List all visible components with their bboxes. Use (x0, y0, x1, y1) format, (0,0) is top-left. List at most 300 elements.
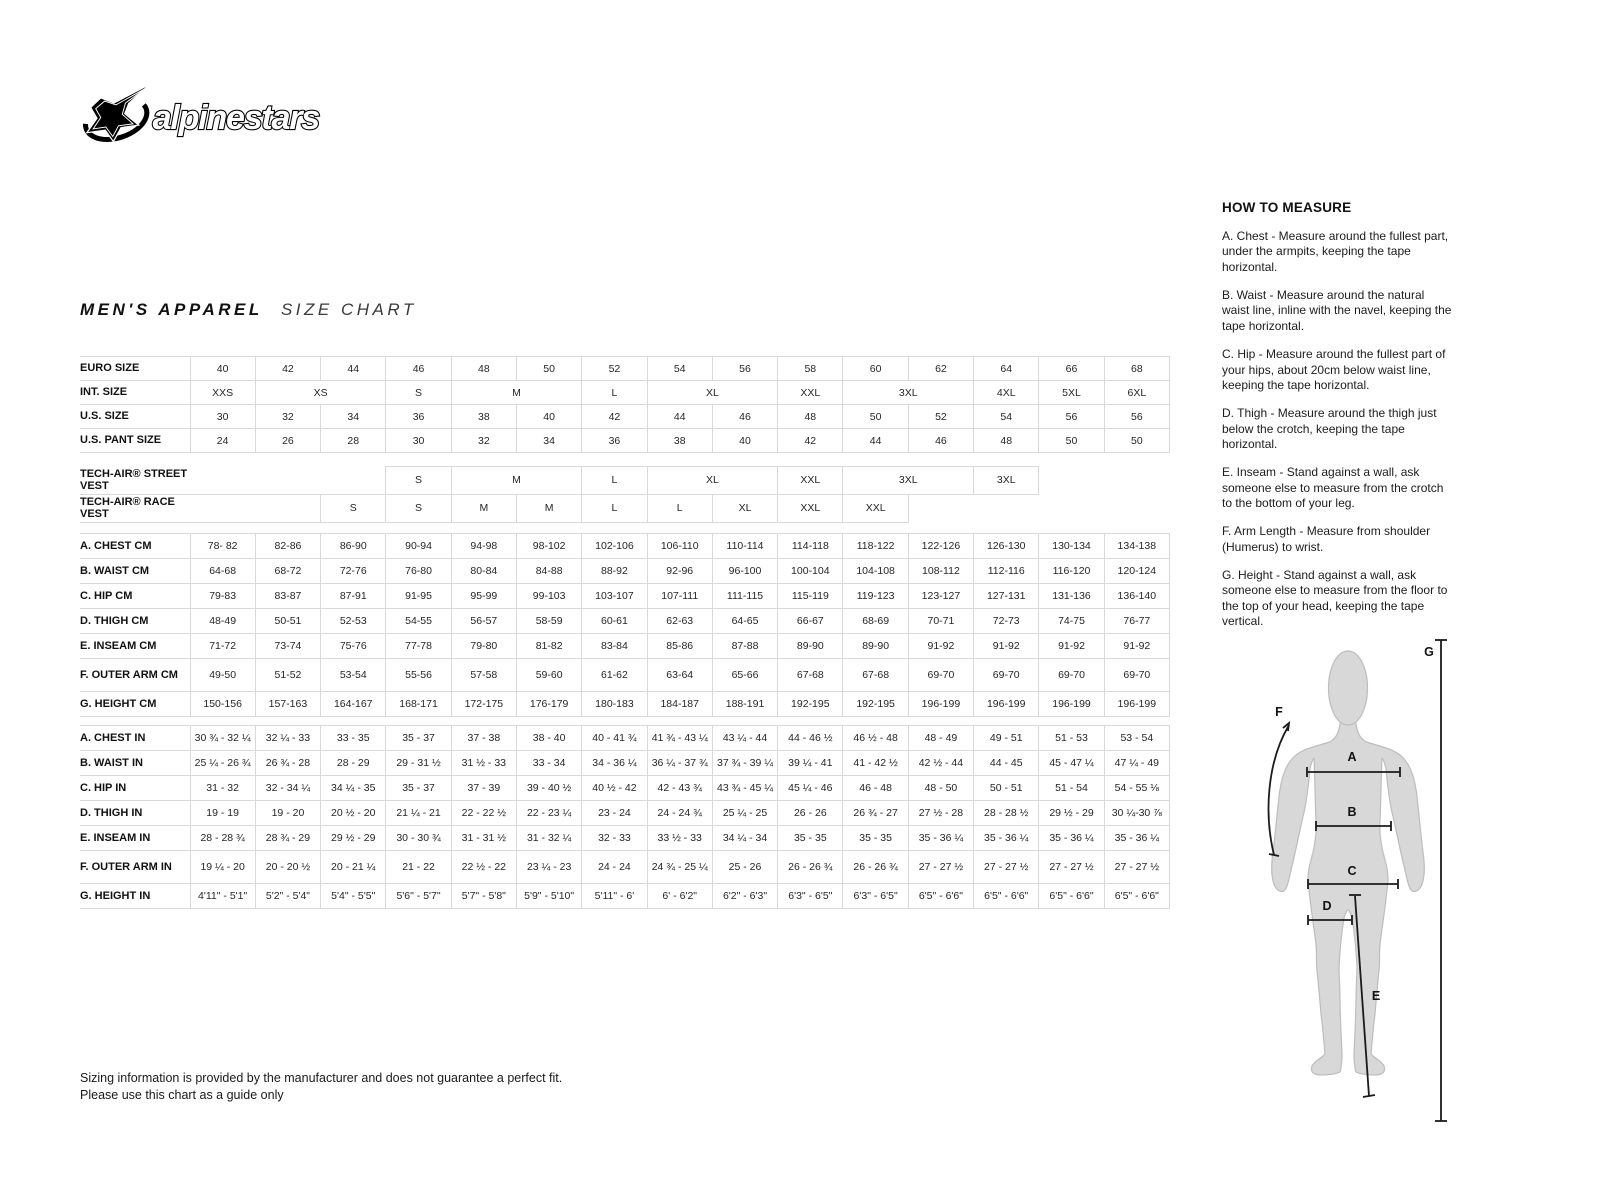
size-cell: 85-86 (647, 634, 712, 659)
size-cell: 50 (516, 357, 581, 381)
size-cell: 30 - 30 ¾ (386, 826, 451, 851)
page-title (80, 300, 417, 320)
size-cell: 176-179 (516, 692, 581, 717)
size-cell: 32 ¼ - 33 (255, 726, 320, 751)
size-cell: 123-127 (908, 584, 973, 609)
size-cell: 131-136 (1039, 584, 1104, 609)
size-cell: 79-80 (451, 634, 516, 659)
size-cell: 6'5" - 6'6" (1039, 884, 1104, 909)
row-label: G. HEIGHT CM (80, 692, 190, 717)
size-cell (190, 467, 386, 495)
height-measure-line (1435, 640, 1447, 1121)
size-cell: 196-199 (974, 692, 1039, 717)
size-cell: 184-187 (647, 692, 712, 717)
row-label: EURO SIZE (80, 357, 190, 381)
size-cell (908, 494, 1169, 522)
size-cell: 35 - 37 (386, 726, 451, 751)
size-cell: 33 - 34 (516, 751, 581, 776)
size-cell: 48-49 (190, 609, 255, 634)
size-cell: 62 (908, 357, 973, 381)
size-cell: 54 (647, 357, 712, 381)
size-cell: S (386, 381, 451, 405)
measure-instruction: B. Waist - Measure around the natural waist line, inline with the navel, keeping the tape horizontal. (1222, 288, 1452, 333)
size-cell: 23 ¼ - 23 (516, 851, 581, 884)
size-cell: 31 - 31 ½ (451, 826, 516, 851)
size-cell: 48 - 50 (908, 776, 973, 801)
size-cell: 27 ½ - 28 (908, 801, 973, 826)
size-cell: 196-199 (908, 692, 973, 717)
size-cell: 58-59 (516, 609, 581, 634)
size-cell: 27 - 27 ½ (908, 851, 973, 884)
measure-instruction: E. Inseam - Stand against a wall, ask someone else to measure from the crotch to the bottom of your leg. (1222, 465, 1444, 511)
size-cell: 41 ¾ - 43 ¼ (647, 726, 712, 751)
size-cell: 28 - 28 ½ (974, 801, 1039, 826)
size-cell: M (451, 494, 516, 522)
size-cell: 34 (321, 405, 386, 429)
size-cell: 122-126 (908, 534, 973, 559)
size-cell: 46 ½ - 48 (843, 726, 908, 751)
size-cell: 51 - 54 (1039, 776, 1104, 801)
size-cell: 61-62 (582, 659, 647, 692)
page-title-primary: MEN'S APPAREL (80, 300, 263, 319)
size-cell: 126-130 (974, 534, 1039, 559)
size-cell: 54-55 (386, 609, 451, 634)
size-cell: 57-58 (451, 659, 516, 692)
size-cell: 6'3" - 6'5" (843, 884, 908, 909)
size-cell: 67-68 (778, 659, 843, 692)
size-cell: 53-54 (321, 659, 386, 692)
size-cell: 5'4" - 5'5" (321, 884, 386, 909)
size-cell: 24 ¾ - 25 ¼ (647, 851, 712, 884)
how-to-measure-title: HOW TO MEASURE (1222, 200, 1352, 215)
size-cell: 95-99 (451, 584, 516, 609)
measure-instruction: C. Hip - Measure around the fullest part of your hips, about 20cm below waist line, keeping the tape horizontal. (1222, 347, 1446, 392)
size-cell: 19 ¼ - 20 (190, 851, 255, 884)
size-cell: 35 - 36 ¼ (908, 826, 973, 851)
size-cell: 96-100 (712, 559, 777, 584)
size-cell: 75-76 (321, 634, 386, 659)
size-cell: 66-67 (778, 609, 843, 634)
size-cell: 40 (712, 429, 777, 453)
alpinestars-star-icon (86, 84, 151, 142)
size-cell: 26 ¾ - 27 (843, 801, 908, 826)
size-cell: 39 - 40 ½ (516, 776, 581, 801)
size-cell: XXL (843, 494, 908, 522)
size-cell: 31 - 32 ¼ (516, 826, 581, 851)
size-cell: 104-108 (843, 559, 908, 584)
figure-label-chest: A (1347, 750, 1357, 764)
size-cell: 67-68 (843, 659, 908, 692)
size-cell: 30 (386, 429, 451, 453)
size-cell: 168-171 (386, 692, 451, 717)
size-cell: 82-86 (255, 534, 320, 559)
size-cell: 84-88 (516, 559, 581, 584)
size-cell: S (321, 494, 386, 522)
size-cell: 111-115 (712, 584, 777, 609)
size-cell: L (582, 494, 647, 522)
size-cell: 87-88 (712, 634, 777, 659)
size-cell: 3XL (843, 467, 974, 495)
size-cell: 49 - 51 (974, 726, 1039, 751)
size-table-grid (80, 356, 1170, 909)
size-cell: 21 - 22 (386, 851, 451, 884)
size-cell: 42 (255, 357, 320, 381)
size-cell: 55-56 (386, 659, 451, 692)
size-cell: 36 ¼ - 37 ¾ (647, 751, 712, 776)
size-cell: 58 (778, 357, 843, 381)
size-cell: 118-122 (843, 534, 908, 559)
measure-instruction: F. Arm Length - Measure from shoulder (Humerus) to wrist. (1222, 524, 1431, 554)
size-cell: 119-123 (843, 584, 908, 609)
size-cell: 116-120 (1039, 559, 1104, 584)
figure-label-arm: F (1275, 705, 1283, 719)
size-cell: 51 - 53 (1039, 726, 1104, 751)
size-cell: 45 ¼ - 46 (778, 776, 843, 801)
size-cell: 73-74 (255, 634, 320, 659)
size-cell: 31 - 32 (190, 776, 255, 801)
figure-label-hip: C (1347, 864, 1357, 878)
size-cell: 29 - 31 ½ (386, 751, 451, 776)
size-cell: 5'9" - 5'10" (516, 884, 581, 909)
row-label: E. INSEAM CM (80, 634, 190, 659)
size-cell: 25 ¼ - 26 ¾ (190, 751, 255, 776)
size-cell: 157-163 (255, 692, 320, 717)
size-cell: 44 (843, 429, 908, 453)
size-cell: 102-106 (582, 534, 647, 559)
table-spacer (80, 523, 1170, 534)
table-spacer (80, 717, 1170, 726)
size-cell: 91-95 (386, 584, 451, 609)
size-cell: 28 (321, 429, 386, 453)
size-cell: 42 (778, 429, 843, 453)
size-cell: M (451, 381, 582, 405)
size-cell: 37 - 39 (451, 776, 516, 801)
alpinestars-wordmark: alpinestars (152, 98, 320, 137)
size-cell: 50 (843, 405, 908, 429)
size-cell: 27 - 27 ½ (1104, 851, 1169, 884)
row-label: B. WAIST CM (80, 559, 190, 584)
size-cell: 5'6" - 5'7" (386, 884, 451, 909)
size-cell: 43 ¾ - 45 ¼ (712, 776, 777, 801)
size-cell: 37 ¾ - 39 ¼ (712, 751, 777, 776)
size-cell: 164-167 (321, 692, 386, 717)
size-cell: 36 (582, 429, 647, 453)
size-cell: XL (712, 494, 777, 522)
size-cell: 35 - 37 (386, 776, 451, 801)
row-label: C. HIP CM (80, 584, 190, 609)
size-cell: 127-131 (974, 584, 1039, 609)
size-cell: 60-61 (582, 609, 647, 634)
size-cell: 56 (1104, 405, 1169, 429)
size-cell: 76-77 (1104, 609, 1169, 634)
row-label: A. CHEST IN (80, 726, 190, 751)
size-cell: 27 - 27 ½ (974, 851, 1039, 884)
size-cell: 28 ¾ - 29 (255, 826, 320, 851)
figure-label-height: G (1424, 645, 1434, 659)
size-cell: 68-69 (843, 609, 908, 634)
size-cell: 39 ¼ - 41 (778, 751, 843, 776)
size-cell: 40 (190, 357, 255, 381)
measure-instruction: A. Chest - Measure around the fullest part, under the armpits, keeping the tape horizontal. (1222, 229, 1449, 274)
size-cell: 72-73 (974, 609, 1039, 634)
size-cell: 69-70 (908, 659, 973, 692)
size-cell: 63-64 (647, 659, 712, 692)
size-cell: 100-104 (778, 559, 843, 584)
size-cell: 136-140 (1104, 584, 1169, 609)
size-cell: 69-70 (974, 659, 1039, 692)
size-cell: L (647, 494, 712, 522)
size-cell: 24 - 24 (582, 851, 647, 884)
size-cell: 68-72 (255, 559, 320, 584)
size-cell: 28 - 28 ¾ (190, 826, 255, 851)
size-cell: XXL (778, 467, 843, 495)
row-label: G. HEIGHT IN (80, 884, 190, 909)
size-cell: 38 (647, 429, 712, 453)
size-cell: 59-60 (516, 659, 581, 692)
size-cell: 48 (974, 429, 1039, 453)
size-cell: 98-102 (516, 534, 581, 559)
size-cell: 33 ½ - 33 (647, 826, 712, 851)
size-cell: 34 - 36 ¼ (582, 751, 647, 776)
size-cell: 40 ½ - 42 (582, 776, 647, 801)
size-cell: 114-118 (778, 534, 843, 559)
size-cell: 120-124 (1104, 559, 1169, 584)
size-cell: 87-91 (321, 584, 386, 609)
size-cell: 24 (190, 429, 255, 453)
size-cell: 54 - 55 ⅛ (1104, 776, 1169, 801)
body-measurement-figure (1228, 618, 1562, 1123)
row-label: C. HIP IN (80, 776, 190, 801)
row-label: TECH-AIR® RACE VEST (80, 494, 190, 522)
size-cell: 72-76 (321, 559, 386, 584)
size-cell: 30 ¼-30 ⅞ (1104, 801, 1169, 826)
size-cell: 41 - 42 ½ (843, 751, 908, 776)
size-cell: 94-98 (451, 534, 516, 559)
row-label: E. INSEAM IN (80, 826, 190, 851)
size-cell: 48 (451, 357, 516, 381)
size-cell: 6'2" - 6'3" (712, 884, 777, 909)
size-cell: 22 - 22 ½ (451, 801, 516, 826)
size-cell: 35 - 35 (843, 826, 908, 851)
size-cell: 51-52 (255, 659, 320, 692)
figure-label-thigh: D (1322, 899, 1332, 913)
size-cell: S (386, 494, 451, 522)
size-cell: 106-110 (647, 534, 712, 559)
size-cell: 196-199 (1039, 692, 1104, 717)
size-cell: XXL (778, 494, 843, 522)
size-cell: 180-183 (582, 692, 647, 717)
size-cell: L (582, 381, 647, 405)
size-cell: 34 (516, 429, 581, 453)
page-title-secondary: SIZE CHART (280, 300, 417, 319)
size-cell: 91-92 (974, 634, 1039, 659)
size-cell: 30 (190, 405, 255, 429)
size-cell: 90-94 (386, 534, 451, 559)
size-cell: 42 (582, 405, 647, 429)
size-cell: XXL (778, 381, 843, 405)
size-cell: 77-78 (386, 634, 451, 659)
size-cell: 42 ½ - 44 (908, 751, 973, 776)
size-cell: 46 (908, 429, 973, 453)
size-cell: 188-191 (712, 692, 777, 717)
size-cell: 134-138 (1104, 534, 1169, 559)
size-cell: 150-156 (190, 692, 255, 717)
size-cell: 76-80 (386, 559, 451, 584)
size-cell: 43 ¼ - 44 (712, 726, 777, 751)
size-cell: 35 - 36 ¼ (974, 826, 1039, 851)
size-cell: 81-82 (516, 634, 581, 659)
size-cell: 25 - 26 (712, 851, 777, 884)
size-cell: XXS (190, 381, 255, 405)
size-cell: 3XL (843, 381, 974, 405)
size-cell: 26 - 26 ¾ (778, 851, 843, 884)
figure-label-waist: B (1347, 805, 1357, 819)
size-cell: 29 ½ - 29 (321, 826, 386, 851)
size-cell: 19 - 20 (255, 801, 320, 826)
size-cell: 6'3" - 6'5" (778, 884, 843, 909)
size-cell: 91-92 (1104, 634, 1169, 659)
row-label: D. THIGH IN (80, 801, 190, 826)
size-cell: M (516, 494, 581, 522)
size-cell: 35 - 36 ¼ (1039, 826, 1104, 851)
size-cell: 80-84 (451, 559, 516, 584)
size-cell: 130-134 (1039, 534, 1104, 559)
size-cell: 196-199 (1104, 692, 1169, 717)
size-cell: 64 (974, 357, 1039, 381)
size-cell: 22 - 23 ¼ (516, 801, 581, 826)
row-label: D. THIGH CM (80, 609, 190, 634)
size-cell: 36 (386, 405, 451, 429)
size-cell: 78- 82 (190, 534, 255, 559)
size-cell: 66 (1039, 357, 1104, 381)
size-cell: 6'5" - 6'6" (1104, 884, 1169, 909)
size-cell: XL (647, 381, 778, 405)
size-cell: 42 - 43 ¾ (647, 776, 712, 801)
size-cell: 64-65 (712, 609, 777, 634)
size-cell: S (386, 467, 451, 495)
size-cell: 50 (1039, 429, 1104, 453)
size-cell: 26 ¾ - 28 (255, 751, 320, 776)
size-cell: 30 ¾ - 32 ¼ (190, 726, 255, 751)
size-cell: 26 (255, 429, 320, 453)
size-cell: 56-57 (451, 609, 516, 634)
size-table (80, 356, 1172, 909)
footer-line-2: Please use this chart as a guide only (80, 1087, 284, 1102)
row-label: B. WAIST IN (80, 751, 190, 776)
size-cell: 3XL (974, 467, 1039, 495)
size-cell: 28 - 29 (321, 751, 386, 776)
size-cell: 5XL (1039, 381, 1104, 405)
size-cell: 23 - 24 (582, 801, 647, 826)
size-cell: 32 (451, 429, 516, 453)
size-cell: 89-90 (778, 634, 843, 659)
size-cell: 46 (712, 405, 777, 429)
size-cell: 27 - 27 ½ (1039, 851, 1104, 884)
size-cell: 83-84 (582, 634, 647, 659)
size-cell: 40 (516, 405, 581, 429)
size-cell: XS (255, 381, 386, 405)
size-cell: 48 - 49 (908, 726, 973, 751)
size-cell: 20 ½ - 20 (321, 801, 386, 826)
size-cell: 44 - 46 ½ (778, 726, 843, 751)
size-cell: 74-75 (1039, 609, 1104, 634)
size-cell: 5'11" - 6' (582, 884, 647, 909)
size-cell: 26 - 26 ¾ (843, 851, 908, 884)
size-cell: 34 ¼ - 34 (712, 826, 777, 851)
size-cell: 115-119 (778, 584, 843, 609)
size-cell: 47 ¼ - 49 (1104, 751, 1169, 776)
size-cell: 83-87 (255, 584, 320, 609)
size-cell: 38 (451, 405, 516, 429)
size-cell (1039, 467, 1170, 495)
footer-disclaimer (80, 1070, 562, 1104)
size-cell: 6XL (1104, 381, 1169, 405)
row-label: F. OUTER ARM IN (80, 851, 190, 884)
size-cell: 44 (321, 357, 386, 381)
alpinestars-logo (78, 82, 350, 148)
size-cell: 71-72 (190, 634, 255, 659)
table-spacer (80, 453, 1170, 467)
size-cell: 32 - 34 ¼ (255, 776, 320, 801)
row-label: A. CHEST CM (80, 534, 190, 559)
size-cell: 34 ¼ - 35 (321, 776, 386, 801)
size-cell: 44 (647, 405, 712, 429)
size-cell: 32 (255, 405, 320, 429)
footer-line-1: Sizing information is provided by the manufacturer and does not guarantee a perfect fit. (80, 1071, 563, 1085)
size-cell: 89-90 (843, 634, 908, 659)
size-cell: 103-107 (582, 584, 647, 609)
how-to-measure-panel (1222, 200, 1452, 643)
size-cell: 91-92 (908, 634, 973, 659)
size-cell: 56 (712, 357, 777, 381)
size-cell: 19 - 19 (190, 801, 255, 826)
size-cell: 54 (974, 405, 1039, 429)
size-cell: 46 - 48 (843, 776, 908, 801)
size-cell: 99-103 (516, 584, 581, 609)
size-cell: 20 - 21 ¼ (321, 851, 386, 884)
size-cell: M (451, 467, 582, 495)
size-cell: 192-195 (778, 692, 843, 717)
size-cell: 31 ½ - 33 (451, 751, 516, 776)
size-cell: 5'7" - 5'8" (451, 884, 516, 909)
size-cell: 24 - 24 ¾ (647, 801, 712, 826)
size-cell: 52-53 (321, 609, 386, 634)
size-cell: 62-63 (647, 609, 712, 634)
size-cell: 5'2" - 5'4" (255, 884, 320, 909)
size-cell: XL (647, 467, 778, 495)
size-cell: 91-92 (1039, 634, 1104, 659)
body-silhouette (1272, 651, 1425, 1075)
size-cell: 60 (843, 357, 908, 381)
size-cell: 25 ¼ - 25 (712, 801, 777, 826)
size-cell: 50 - 51 (974, 776, 1039, 801)
size-cell: 69-70 (1104, 659, 1169, 692)
size-cell: L (582, 467, 647, 495)
size-cell: 86-90 (321, 534, 386, 559)
size-cell: 45 - 47 ¼ (1039, 751, 1104, 776)
size-cell: 88-92 (582, 559, 647, 584)
row-label: U.S. PANT SIZE (80, 429, 190, 453)
size-cell: 107-111 (647, 584, 712, 609)
size-cell: 65-66 (712, 659, 777, 692)
size-cell: 53 - 54 (1104, 726, 1169, 751)
size-cell: 112-116 (974, 559, 1039, 584)
size-cell: 26 - 26 (778, 801, 843, 826)
figure-label-inseam: E (1371, 989, 1381, 1003)
row-label: U.S. SIZE (80, 405, 190, 429)
size-cell: 20 - 20 ½ (255, 851, 320, 884)
size-cell: 52 (582, 357, 647, 381)
